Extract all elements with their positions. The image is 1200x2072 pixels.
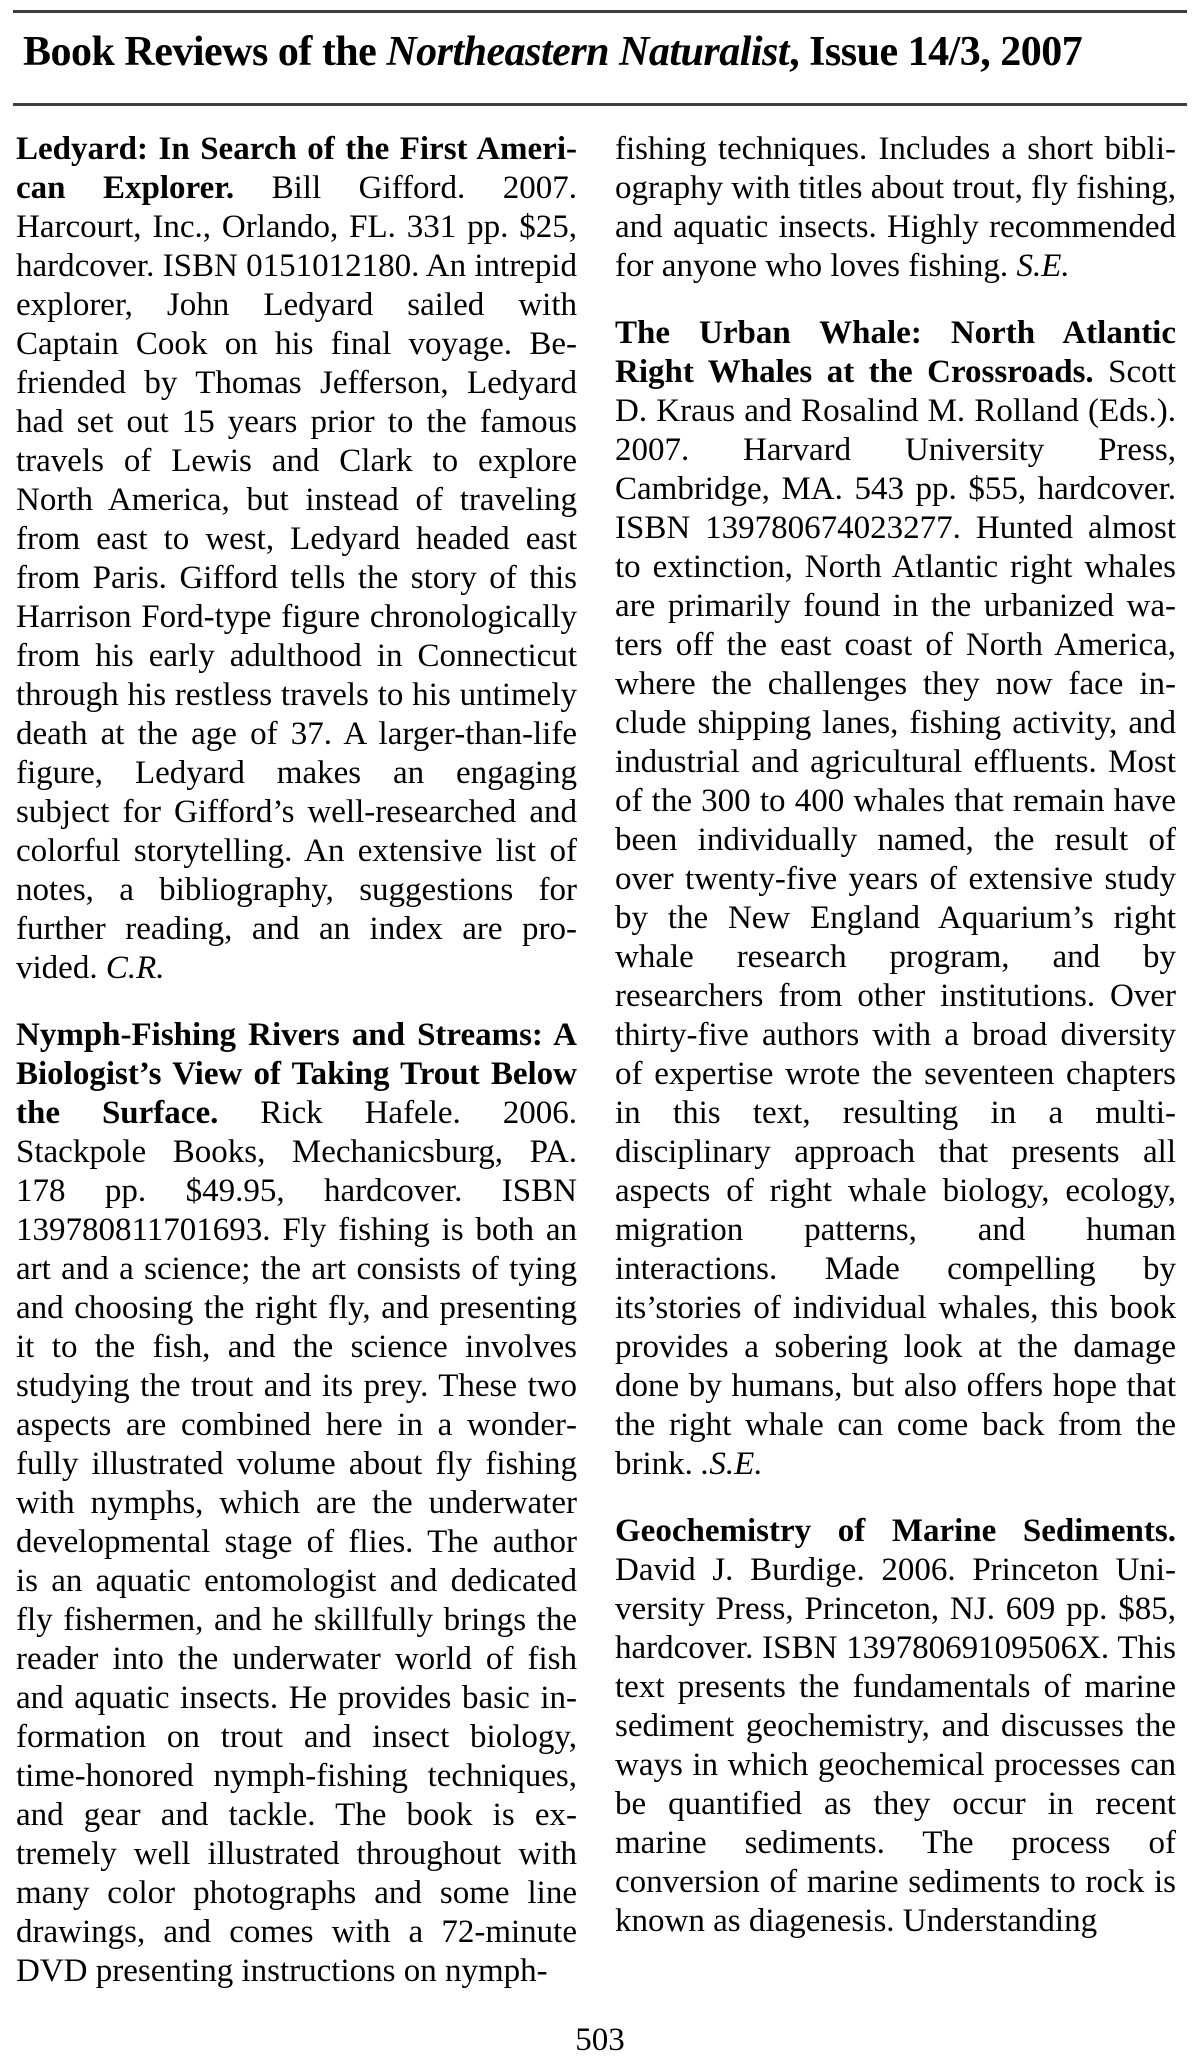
page-title-suffix: , Issue 14/3, 2007: [789, 29, 1083, 75]
journal-name: Northeastern Naturalist: [386, 29, 790, 75]
review-nymph-fishing-continued: [615, 130, 1176, 286]
reviewer-initials: C.R.: [105, 950, 165, 986]
page-footer: [0, 2020, 1200, 2060]
two-column-body: [16, 130, 1176, 2013]
page-number: 503: [575, 2022, 625, 2058]
review-urban-whale-title: The Urban Whale: North Atlantic Right Whales at the Crossroads.: [615, 315, 1176, 390]
review-geochemistry-title: Geochemistry of Marine Sediments.: [615, 1513, 1176, 1549]
review-nymph-fishing-continued-body: fishing techniques. Includes a short bibliography with titles about trout, fly fishing, and aquatic insects. Highly recommended for anyone who loves fishing.: [615, 131, 1176, 284]
review-geochemistry-body: David J. Burdige. 2006. Princeton University Press, Princeton, NJ. 609 pp. $85, hardcover. ISBN 13978069109506X. This text presents the fundamentals of marine sediment geochemistry, and discusses the ways in which geochemical processes can be quantified as they occur in recent marine sediments. The process of conversion of marine sediments to rock is known as diagenesis. Understanding: [615, 1552, 1176, 1939]
right-column: [615, 130, 1176, 2013]
review-ledyard: [16, 130, 577, 988]
review-paragraph: [615, 130, 1176, 286]
review-ledyard-title: Ledyard: In Search of the First American Explorer.: [16, 131, 577, 206]
review-paragraph: [615, 1512, 1176, 1941]
review-paragraph: [615, 314, 1176, 1484]
review-paragraph: [16, 1016, 577, 1991]
review-ledyard-body: Bill Gifford. 2007. Harcourt, Inc., Orlando, FL. 331 pp. $25, hardcover. ISBN 0151012180. An intrepid explorer, John Ledyard sailed with Captain Cook on his final voyage. Befriended by Thomas Jefferson, Ledyard had set out 15 years prior to the famous travels of Lewis and Clark to explore North America, but instead of traveling from east to west, Ledyard headed east from Paris. Gifford tells the story of this Harrison Ford-type figure chronologically from his early adulthood in Connecticut through his restless travels to his untimely death at the age of 37. A larger-than-life figure, Ledyard makes an engaging subject for Gifford’s well-researched and colorful storytelling. An extensive list of notes, a bibliography, suggestions for further reading, and an index are provided.: [16, 170, 577, 986]
review-urban-whale: [615, 314, 1176, 1484]
page-header: [13, 10, 1187, 106]
page-title: [23, 29, 1181, 75]
page-title-prefix: Book Reviews of the: [23, 29, 387, 75]
review-paragraph: [16, 130, 577, 988]
left-column: [16, 130, 577, 2013]
review-geochemistry: [615, 1512, 1176, 1941]
review-nymph-fishing: [16, 1016, 577, 1991]
review-nymph-fishing-body: Rick Hafele. 2006. Stackpole Books, Mechanicsburg, PA. 178 pp. $49.95, hardcover. ISBN 139780811701693. Fly fishing is both an art and a science; the art consists of tying and choosing the right fly, and presenting it to the fish, and the science involves studying the trout and its prey. These two aspects are combined here in a wonderfully illustrated volume about fly fishing with nymphs, which are the underwater developmental stage of flies. The author is an aquatic entomologist and dedicated fly fishermen, and he skillfully brings the reader into the underwater world of fish and aquatic insects. He provides basic information on trout and insect biology, time-honored nymph-fishing techniques, and gear and tackle. The book is extremely well illustrated throughout with many color photographs and some line drawings, and comes with a 72-minute DVD presenting instructions on nymph-: [16, 1095, 577, 1989]
reviewer-initials: .S.E.: [701, 1446, 763, 1482]
review-nymph-fishing-title: Nymph-Fishing Rivers and Streams: A Biologist’s View of Taking Trout Below the Surface.: [16, 1017, 577, 1131]
reviewer-initials: S.E.: [1016, 248, 1070, 284]
review-urban-whale-body: Scott D. Kraus and Rosalind M. Rolland (Eds.). 2007. Harvard University Press, Cambridge, MA. 543 pp. $55, hardcover. ISBN 139780674023277. Hunted almost to extinction, North Atlantic right whales are primarily found in the urbanized waters off the east coast of North America, where the challenges they now face include shipping lanes, fishing activity, and industrial and agricultural effluents. Most of the 300 to 400 whales that remain have been individually named, the result of over twenty-five years of extensive study by the New England Aquarium’s right whale research program, and by researchers from other institutions. Over thirty-five authors with a broad diversity of expertise wrote the seventeen chapters in this text, resulting in a multi-disciplinary approach that presents all aspects of right whale biology, ecology, migration patterns, and human interactions. Made compelling by its’stories of individual whales, this book provides a sobering look at the damage done by humans, but also offers hope that the right whale can come back from the brink.: [615, 354, 1176, 1482]
